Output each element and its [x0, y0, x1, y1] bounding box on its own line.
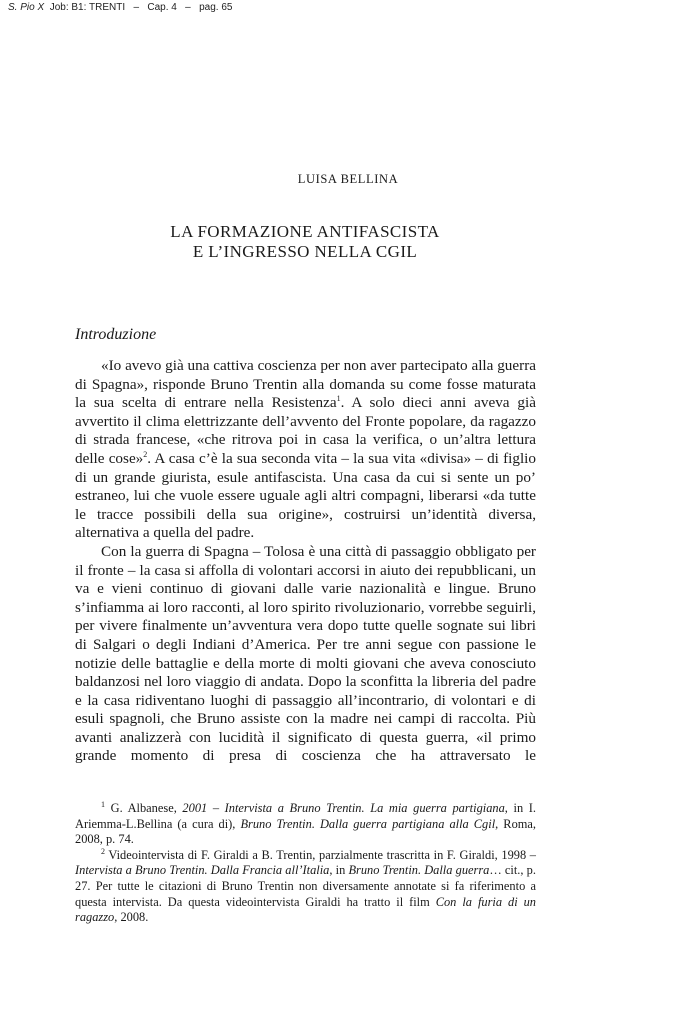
title-line-1: LA FORMAZIONE ANTIFASCISTA	[170, 222, 440, 241]
footnote-italic: 2001 – Intervista a Bruno Trentin. La mia guerra partigiana	[182, 801, 505, 815]
footnote-italic: Intervista a Bruno Trentin. Dalla Francia all’Italia	[75, 863, 330, 878]
header-page: pag. 65	[199, 2, 233, 13]
footnote-italic: Bruno Trentin. Dalla guerra	[348, 863, 490, 878]
footnote-ref-2: 2	[143, 449, 148, 459]
footnote-number: 2	[101, 846, 105, 856]
body-text	[75, 357, 536, 766]
footnote-2	[75, 848, 536, 926]
chapter-title	[0, 222, 610, 262]
section-heading: Introduzione	[75, 326, 157, 343]
footnote-number: 1	[101, 799, 105, 809]
author-name: LUISA BELLINA	[297, 172, 399, 186]
footnote-text: , 2008.	[114, 910, 149, 925]
paragraph-2: Con la guerra di Spagna – Tolosa è una città di passaggio obbligato per il fronte – la casa si affolla di volontari accorsi in aiuto dei repubblicani, un va e vieni continuo di giovani dalle varie nazionalità e lingue. Bruno s’infiamma ai loro racconti, al loro spirito rivoluzionario, vorrebbe seguirli, per vivere finalmente un’avventura vera dopo tutte quelle sognate sui libri di Salgari o degli Indiani d’America. Per tre anni segue con passione le notizie delle battaglie e della morte di molti giovani che aveva conosciuto baldanzosi nel loro viaggio di andata. Dopo la sconfitta la libreria del padre e la casa ridiventano luoghi di passaggio all’incontrario, di volontari e di esuli spagnoli, che Bruno assiste con la madre nei campi di raccolta. Più avanti analizzerà con lucidità il significato di questa guerra, «il primo grande momento di presa di coscienza che ha attraversato le	[75, 542, 536, 765]
footnote-ref-1: 1	[336, 394, 341, 404]
header-chapter: Cap. 4	[147, 2, 177, 13]
footnote-italic: Con la furia di un ragazzo	[75, 894, 536, 925]
paragraph-1	[75, 357, 536, 543]
paragraph-text: . A solo dieci anni aveva già avvertito il clima elettrizzante dell’avvento del Fronte popolare, da ragazzo di strada francese, «che ritrova poi in casa la verifica, o un’altra lettura delle cose»	[75, 394, 536, 467]
footnote-text: G. Albanese,	[105, 801, 183, 815]
header-separator: –	[133, 2, 140, 13]
footnote-text: Videointervista di F. Giraldi a B. Trentin, parzialmente trascritta in F. Giraldi, 1998 –	[105, 847, 536, 862]
header-separator: –	[185, 2, 191, 13]
footnote-1	[75, 801, 536, 848]
footnote-text: , in I. Ariemma-L.Bellina (a cura di),	[75, 801, 536, 831]
footnote-text: … cit., p. 27. Per tutte le citazioni di Bruno Trentin non diversamente annotate si fa riferimento a questa intervista. Da questa videointervista Giraldi ha tratto il film	[75, 863, 536, 909]
paragraph-text: . A casa c’è la sua seconda vita – la sua vita «divisa» – di figlio di un grande giurista, esule antifascista. Una casa da cui si sente un po’ estraneo, lui che vuole essere uguale agli altri compagni, liberarsi «da tutte le tracce possibili della sua origine», costruirsi un’identità diversa, alternativa a quella del padre.	[75, 449, 536, 542]
footnote-text: , Roma, 2008, p. 74.	[75, 816, 536, 847]
footnotes	[75, 801, 536, 926]
running-header	[8, 2, 232, 13]
header-job: Job: B1: TRENTI	[49, 2, 126, 13]
title-line-2: E L’INGRESSO NELLA CGIL	[192, 242, 418, 261]
header-series: S. Pio X	[8, 2, 45, 13]
footnote-text: , in	[329, 863, 349, 878]
paragraph-text: «Io avevo già una cattiva coscienza per non aver partecipato alla guerra di Spagna», risponde Bruno Trentin alla domanda su come fosse maturata la sua scelta di entrare nella Resistenza	[75, 357, 536, 412]
footnote-italic: Bruno Trentin. Dalla guerra partigiana alla Cgil	[240, 816, 496, 831]
